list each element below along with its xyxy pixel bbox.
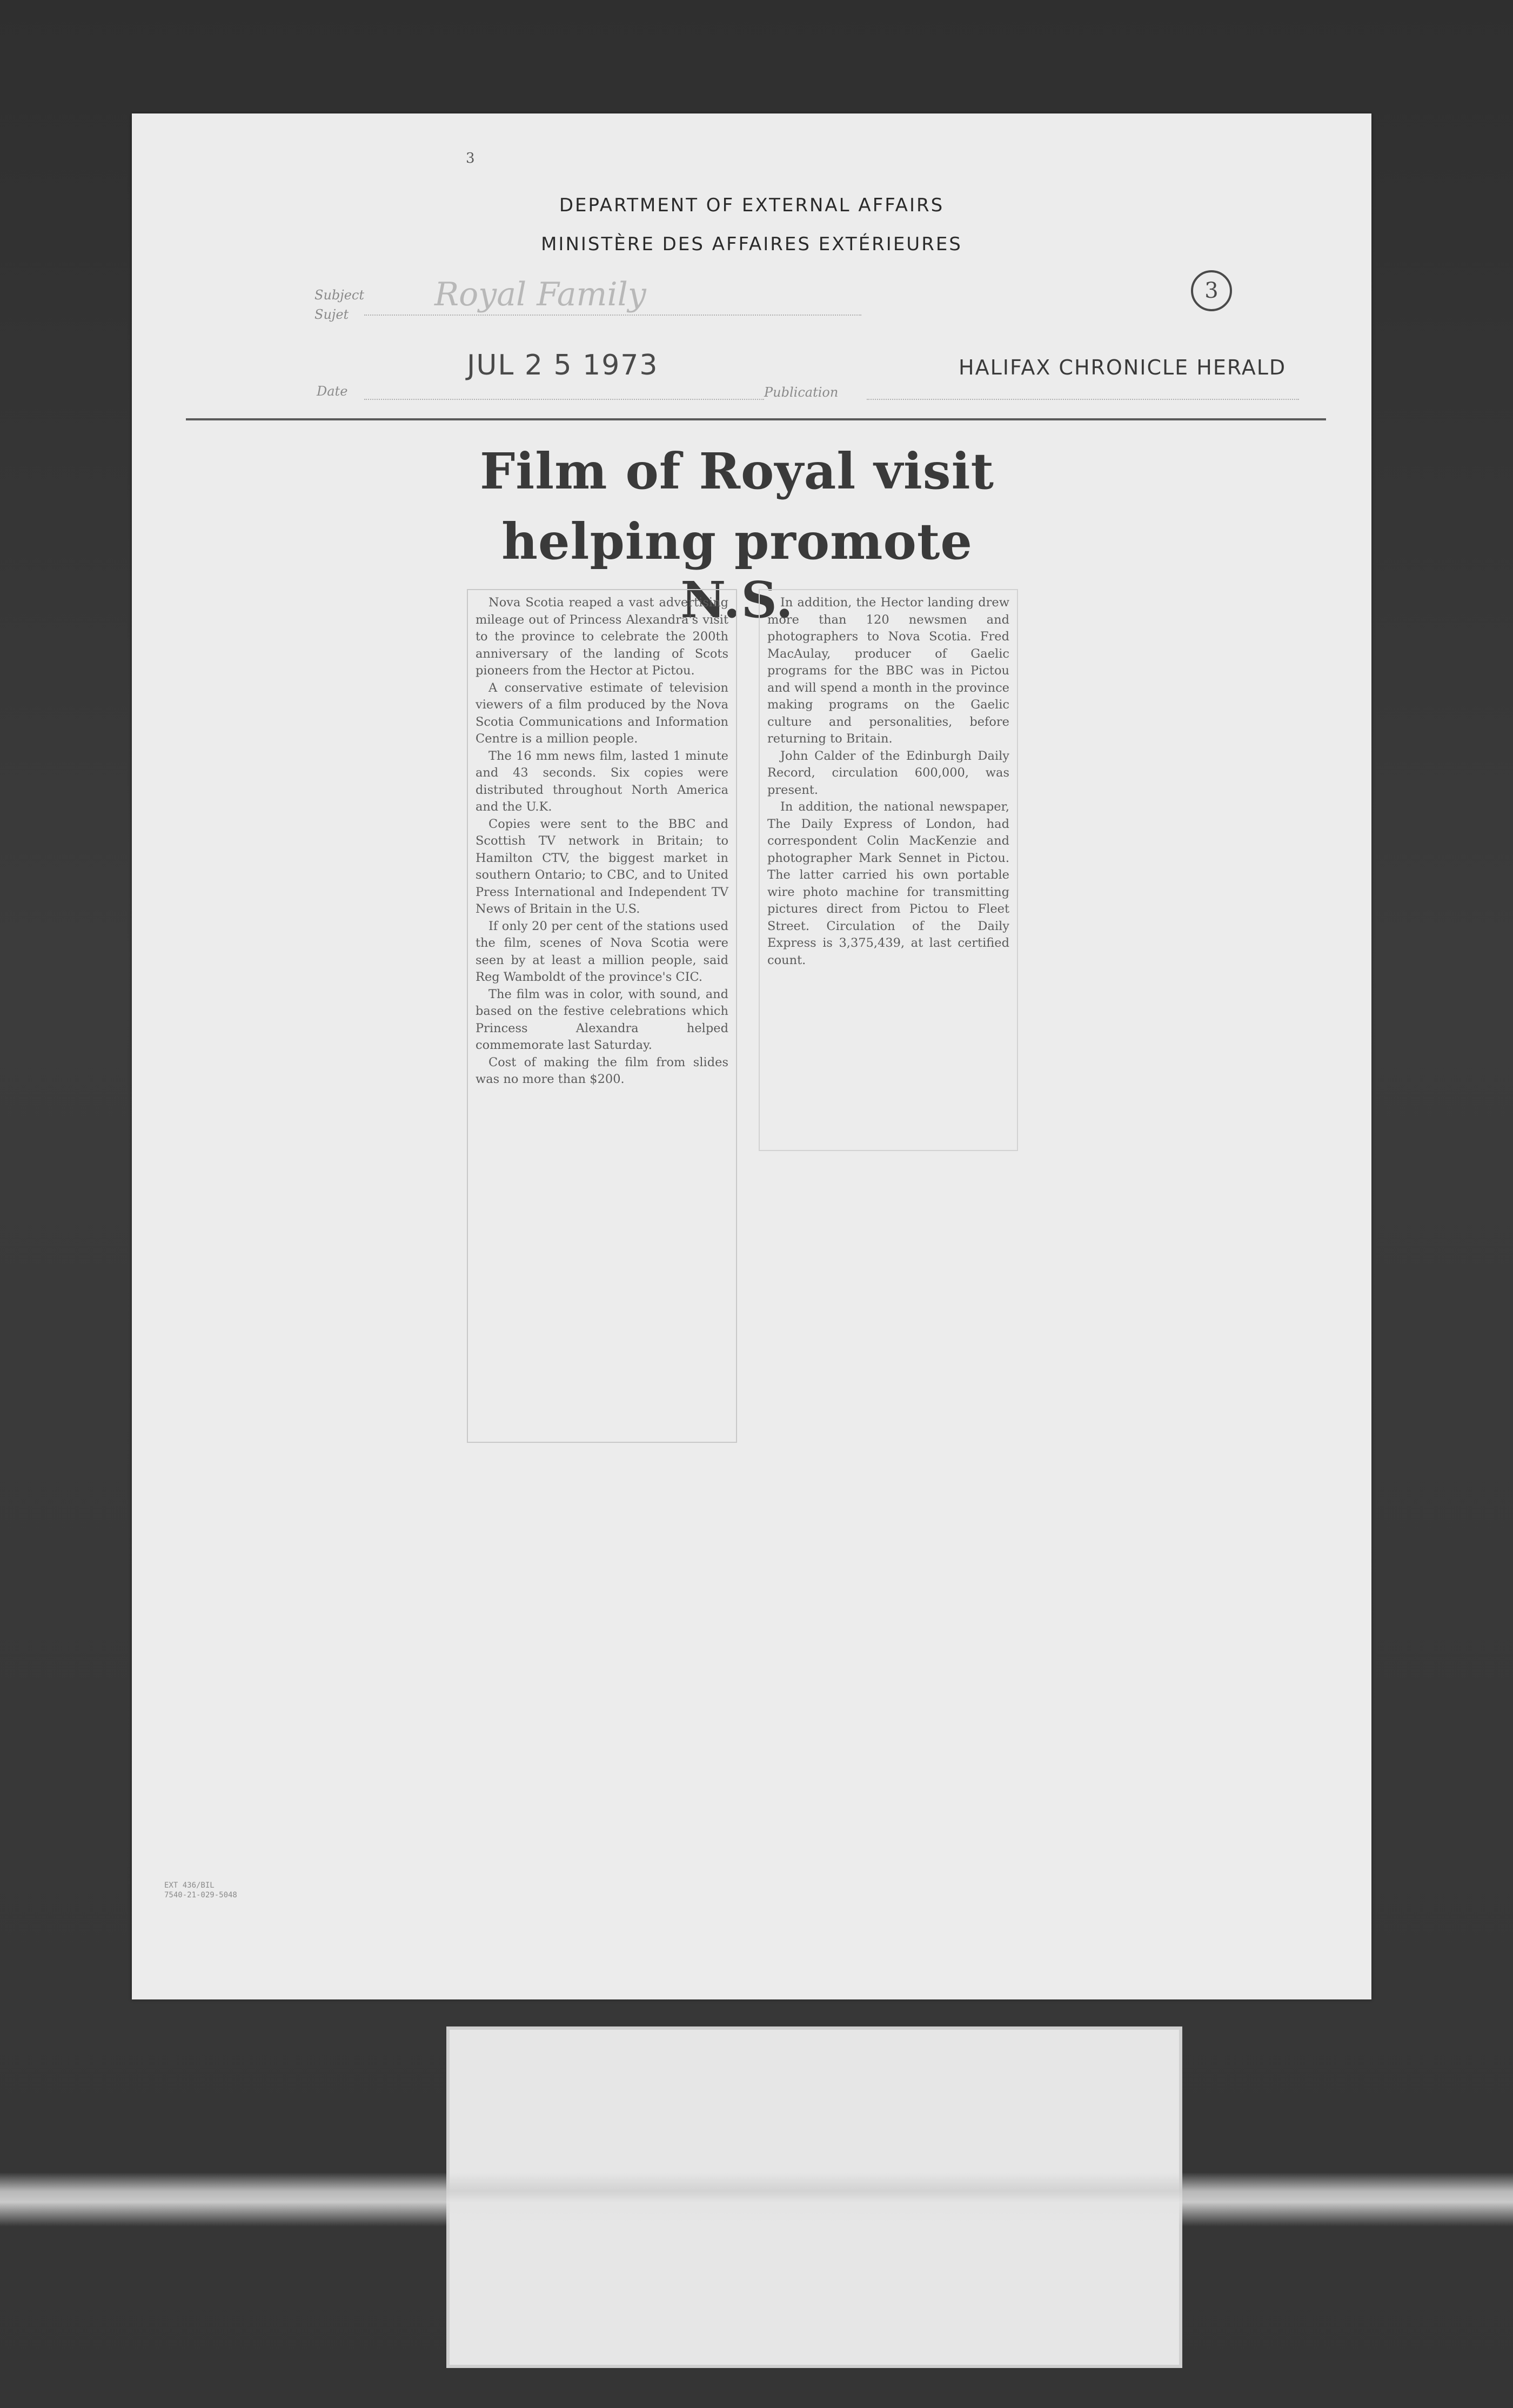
subject-label: Subject [314, 287, 364, 303]
subject-line [364, 315, 861, 316]
form-code [164, 1881, 237, 1900]
headline-line-2: helping promote N.S. [501, 512, 973, 629]
article-right-column [759, 589, 1018, 1151]
department-name-fr: MINISTÈRE DES AFFAIRES EXTÉRIEURES [541, 233, 962, 255]
newspaper-clipping [467, 438, 1007, 1454]
document-page [132, 113, 1371, 1999]
top-mark: 3 [466, 150, 475, 166]
publication-label: Publication [764, 385, 839, 400]
publication-stamp: HALIFAX CHRONICLE HERALD [959, 356, 1287, 379]
date-line [364, 399, 764, 400]
headline-line-1: Film of Royal visit [479, 442, 995, 500]
paragraph: John Calder of the Edinburgh Daily Record, circulation 600,000, was present. [767, 748, 1009, 797]
sujet-label: Sujet [314, 307, 349, 322]
subject-handwritten-value: Royal Family [434, 276, 646, 313]
paragraph: Nova Scotia reaped a vast advertising mileage out of Princess Alexandra's visit to the province to celebrate the 200th anniversary of the landing of Scots pioneers from the Hector at Pictou. [476, 596, 728, 678]
film-scratch-strip [0, 2172, 1513, 2226]
department-name-en: DEPARTMENT OF EXTERNAL AFFAIRS [559, 195, 945, 216]
paragraph: If only 20 per cent of the stations used the film, scenes of Nova Scotia were seen by at least a million people, said Reg Wamboldt of the province's CIC. [476, 919, 728, 984]
subject-label-block [314, 285, 364, 324]
paragraph: A conservative estimate of television viewers of a film produced by the Nova Scotia Communications and Information Centre is a million people. [476, 680, 728, 746]
paragraph: In addition, the Hector landing drew more than 120 newsmen and photographers to Nova Scotia. Fred MacAulay, producer of Gaelic programs for the BBC was in Pictou and will spend a month in the province making programs on the Gaelic culture and personalities, before returning to Britain. [767, 596, 1009, 746]
form-code-line-1: EXT 436/BIL [164, 1881, 215, 1890]
paragraph: Cost of making the film from slides was no more than $200. [476, 1055, 728, 1086]
date-label: Date [317, 384, 348, 399]
date-stamp: JUL 2 5 1973 [467, 349, 659, 382]
file-number-circle: 3 [1191, 270, 1232, 311]
paragraph: The 16 mm news film, lasted 1 minute and 43 seconds. Six copies were distributed throughout North America and the U.K. [476, 748, 728, 814]
header-rule [186, 418, 1326, 420]
publication-line [867, 399, 1299, 400]
article-left-column [467, 589, 737, 1443]
form-code-line-2: 7540-21-029-5048 [164, 1891, 237, 1899]
corner-handwriting [1229, 189, 1353, 219]
paragraph: Copies were sent to the BBC and Scottish TV network in Britain; to Hamilton CTV, the biggest market in southern Ontario; to CBC, and to United Press International and Independent TV News of Britain in the U.S. [476, 817, 728, 916]
paragraph: In addition, the national newspaper, The Daily Express of London, had correspondent Colin MacKenzie and photographer Mark Sennet in Pictou. The latter carried his own portable wire photo machine for transmitting pictures direct from Pictou to Fleet Street. Circulation of the Daily Express is 3,375,439, at last certified count. [767, 800, 1009, 967]
paragraph: The film was in color, with sound, and based on the festive celebrations which Princess Alexandra helped commemorate last Saturday. [476, 987, 728, 1052]
